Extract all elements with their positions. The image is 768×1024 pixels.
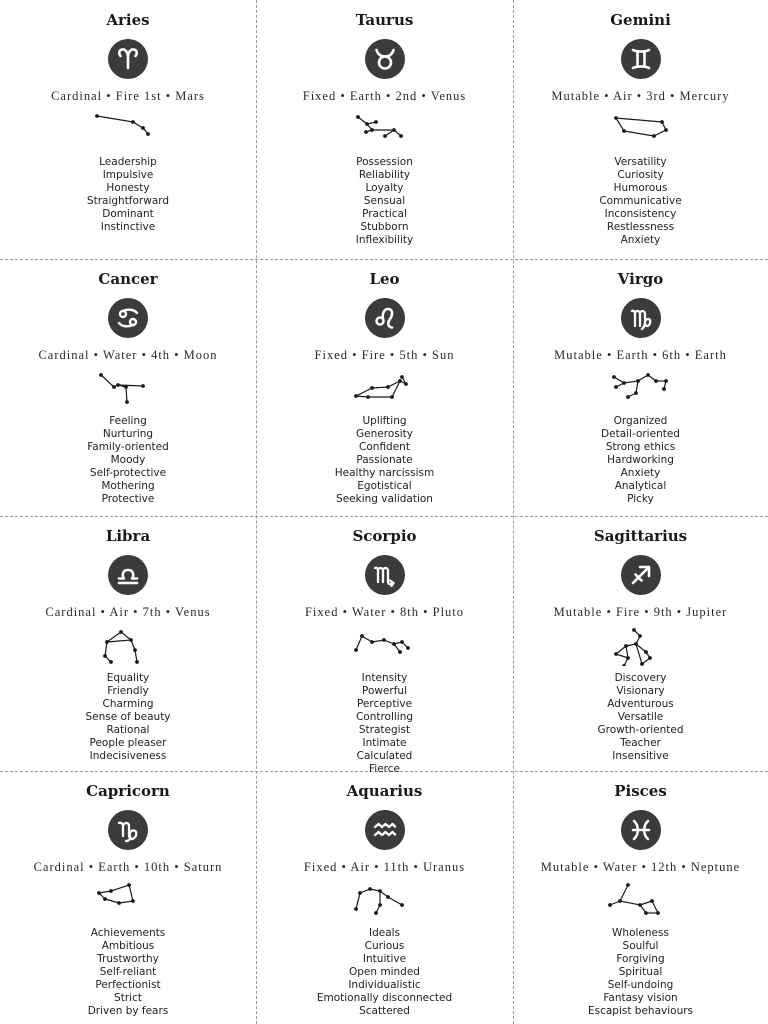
trait-item: Charming [102,698,154,710]
sign-card-taurus [256,0,513,259]
traits-list [0,415,256,506]
constellation-line [356,636,362,650]
sign-card-leo [256,259,513,516]
trait-item: Communicative [599,195,682,207]
constellation-star [354,648,358,652]
scorpio-icon [365,555,405,595]
sign-attributes: Mutable • Fire • 9th • Jupiter [553,605,728,619]
constellation-star [652,134,656,138]
constellation-line [105,642,107,656]
trait-item: Inflexibility [355,234,414,246]
trait-item: Anxiety [620,234,661,246]
constellation-star [626,395,630,399]
trait-item: Mothering [101,480,155,492]
trait-item: Self-undoing [607,979,674,991]
constellation-star [664,128,668,132]
trait-item: Stubborn [360,221,409,233]
traits-list [256,156,513,247]
sign-attributes: Cardinal • Earth • 10th • Saturn [33,860,223,874]
constellation-star [374,120,378,124]
constellation-star [626,883,630,887]
constellation-star [105,640,109,644]
trait-item: Scattered [359,1005,410,1017]
sign-attributes: Mutable • Air • 3rd • Mercury [551,89,730,103]
constellation-star [358,891,362,895]
constellation-star [370,640,374,644]
constellation-star [125,400,129,404]
constellation-star [365,122,369,126]
constellation-star [117,901,121,905]
trait-item: Ideals [368,927,401,939]
constellation-diagram [606,112,676,150]
constellation-star [618,899,622,903]
trait-item: Trustworthy [97,953,159,965]
constellation-star [624,644,628,648]
constellation-star [374,911,378,915]
constellation-line [616,646,626,654]
constellation-line [101,375,114,387]
constellation-diagram [350,371,420,409]
sign-attributes: Fixed • Air • 11th • Uranus [303,860,466,874]
sign-card-scorpio [256,516,513,775]
trait-item: Controlling [355,711,414,723]
sign-title: Sagittarius [593,527,688,545]
traits-list [513,672,768,763]
trait-item: Individualistic [348,979,421,991]
constellation-star [608,903,612,907]
trait-item: Perceptive [356,698,413,710]
constellation-star [370,386,374,390]
trait-item: Escapist behaviours [587,1005,694,1017]
sign-card-sagittarius [513,516,768,771]
constellation-star [386,385,390,389]
trait-item: Friendly [107,685,149,697]
constellation-star [634,642,638,646]
constellation-star [399,134,403,138]
trait-item: Confident [359,441,410,453]
trait-item: Anxiety [620,467,661,479]
trait-item: Self-reliant [99,966,157,978]
traits-list [256,672,513,776]
constellation-line [654,130,666,136]
sign-title: Capricorn [86,782,170,800]
constellation-star [650,899,654,903]
trait-item: Wholeness [612,927,669,939]
trait-item: Practical [362,208,407,220]
trait-item: Perfectionist [95,979,161,991]
constellation-star [386,895,390,899]
constellation-star [382,638,386,642]
trait-item: Possession [356,156,413,168]
leo-icon [365,298,405,338]
trait-item: Spiritual [618,966,663,978]
trait-item: Discovery [614,672,667,684]
sign-card-aquarius [256,771,513,1024]
virgo-icon [621,298,661,338]
traits-list [256,927,513,1018]
sign-title: Scorpio [352,527,417,545]
sign-card-capricorn [0,771,256,1024]
trait-item: Driven by fears [87,1005,169,1017]
sign-attributes: Fixed • Water • 8th • Pluto [304,605,465,619]
constellation-line [126,387,127,402]
trait-item: Organized [613,415,668,427]
constellation-star [383,134,387,138]
trait-item: Forgiving [616,953,665,965]
constellation-line [107,640,131,642]
constellation-diagram [606,883,676,921]
constellation-star [135,660,139,664]
sign-title: Pisces [614,782,667,800]
trait-item: Detail-oriented [601,428,680,440]
constellation-line [356,893,360,909]
traits-list [256,415,513,506]
constellation-line [620,901,640,905]
sign-attributes: Fixed • Earth • 2nd • Venus [302,89,467,103]
trait-item: Moody [110,454,146,466]
constellation-star [400,903,404,907]
trait-item: Indecisiveness [89,750,167,762]
traits-list [0,927,256,1018]
constellation-star [364,130,368,134]
trait-item: Reliability [358,169,411,181]
trait-item: Fierce [369,763,400,775]
constellation-star [103,654,107,658]
sign-attributes: Mutable • Earth • 6th • Earth [554,348,727,362]
constellation-star [378,889,382,893]
constellation-star [124,385,128,389]
constellation-line [624,381,638,383]
trait-item: Humorous [613,182,668,194]
constellation-line [372,387,388,388]
trait-item: Family-oriented [87,441,169,453]
trait-item: Impulsive [102,169,154,181]
constellation-line [620,885,628,901]
constellation-star [109,889,113,893]
trait-item: Sensual [363,195,406,207]
constellation-star [622,129,626,133]
trait-item: Rational [106,724,150,736]
constellation-star [638,903,642,907]
trait-item: Strict [114,992,142,1004]
trait-item: Fantasy vision [603,992,678,1004]
sign-card-libra [0,516,256,771]
sign-card-virgo [513,259,768,516]
constellation-star [656,911,660,915]
constellation-star [368,887,372,891]
trait-item: Protective [101,493,155,505]
constellation-diagram [93,112,163,150]
trait-item: Visionary [616,685,665,697]
traits-list [513,415,768,506]
constellation-diagram [93,371,163,409]
trait-item: Loyalty [365,182,404,194]
trait-item: Calculated [356,750,413,762]
constellation-star [398,650,402,654]
trait-item: Emotionally disconnected [316,992,453,1004]
sign-attributes: Fixed • Fire • 5th • Sun [314,348,455,362]
constellation-line [111,885,129,891]
constellation-star [129,638,133,642]
trait-item: Picky [627,493,654,505]
constellation-line [121,632,131,640]
constellation-star [612,375,616,379]
trait-item: Soulful [622,940,659,952]
constellation-star [116,383,120,387]
trait-item: Leadership [99,156,157,168]
cancer-icon [108,298,148,338]
trait-item: Inconsistency [604,208,677,220]
constellation-star [133,648,137,652]
constellation-star [634,391,638,395]
constellation-star [103,897,107,901]
sign-attributes: Cardinal • Fire 1st • Mars [51,89,205,103]
trait-item: Versatile [617,711,664,723]
sign-title: Virgo [617,270,664,288]
trait-item: Powerful [361,685,407,697]
constellation-star [636,379,640,383]
constellation-line [119,901,133,903]
constellation-star [112,385,116,389]
trait-item: Curious [364,940,405,952]
sign-card-cancer [0,259,256,516]
constellation-star [614,652,618,656]
sign-title: Leo [369,270,400,288]
constellation-star [648,656,652,660]
trait-item: Instinctive [100,221,156,233]
constellation-star [644,650,648,654]
traits-list [513,156,768,247]
constellation-star [404,382,408,386]
constellation-star [97,891,101,895]
constellation-diagram [606,628,676,666]
trait-item: Sense of beauty [85,711,171,723]
trait-item: Dominant [102,208,154,220]
trait-item: Teacher [620,737,661,749]
traits-list [0,156,256,234]
constellation-star [406,646,410,650]
trait-item: Achievements [90,927,166,939]
constellation-line [388,897,402,905]
constellation-star [131,899,135,903]
constellation-line [129,885,133,901]
sign-card-aries [0,0,256,259]
constellation-star [360,634,364,638]
constellation-star [356,115,360,119]
trait-item: Equality [106,672,150,684]
constellation-line [356,388,372,396]
constellation-star [141,384,145,388]
trait-item: Intensity [361,672,408,684]
sign-title: Aquarius [346,782,423,800]
trait-item: Open minded [349,966,420,978]
constellation-star [127,883,131,887]
sign-attributes: Mutable • Water • 12th • Neptune [540,860,741,874]
trait-item: Nurturing [102,428,154,440]
taurus-icon [365,39,405,79]
constellation-star [131,120,135,124]
constellation-line [624,131,654,136]
trait-item: Straightforward [86,195,170,207]
trait-item: Uplifting [362,415,407,427]
sign-attributes: Cardinal • Water • 4th • Moon [38,348,218,362]
constellation-star [622,381,626,385]
constellation-line [616,118,662,122]
trait-item: Insensitive [612,750,669,762]
constellation-star [141,126,145,130]
trait-item: Strategist [358,724,411,736]
trait-item: Feeling [109,415,147,427]
constellation-star [400,375,404,379]
constellation-star [662,387,666,391]
constellation-star [392,642,396,646]
gemini-icon [621,39,661,79]
constellation-star [370,128,374,132]
constellation-star [400,640,404,644]
constellation-star [638,634,642,638]
constellation-star [632,628,636,632]
constellation-diagram [93,628,163,666]
capricorn-icon [108,810,148,850]
trait-item: Passionate [356,454,413,466]
constellation-diagram [606,371,676,409]
constellation-star [95,114,99,118]
trait-item: Adventurous [607,698,674,710]
constellation-star [626,656,630,660]
sign-card-gemini [513,0,768,259]
trait-item: Strong ethics [605,441,676,453]
constellation-star [390,395,394,399]
sign-title: Gemini [610,11,671,29]
constellation-star [640,662,644,666]
constellation-star [654,379,658,383]
trait-item: Intimate [362,737,407,749]
trait-item: Curiosity [617,169,664,181]
sign-attributes: Cardinal • Air • 7th • Venus [45,605,211,619]
constellation-line [105,899,119,903]
constellation-star [660,120,664,124]
sign-card-pisces [513,771,768,1024]
trait-item: Self-protective [89,467,167,479]
trait-item: Honesty [106,182,150,194]
traits-list [0,672,256,763]
aries-icon [108,39,148,79]
sign-title: Libra [105,527,151,545]
constellation-star [378,903,382,907]
trait-item: Growth-oriented [597,724,684,736]
sign-title: Taurus [355,11,414,29]
constellation-star [398,379,402,383]
constellation-star [119,630,123,634]
trait-item: Healthy narcissism [334,467,435,479]
constellation-line [616,118,624,131]
trait-item: Seeking validation [336,493,433,505]
trait-item: Versatility [614,156,667,168]
trait-item: Restlessness [606,221,675,233]
constellation-star [99,373,103,377]
constellation-diagram [93,883,163,921]
traits-list [513,927,768,1018]
trait-item: Intuitive [362,953,407,965]
sign-title: Aries [106,11,150,29]
constellation-star [366,395,370,399]
aquarius-icon [365,810,405,850]
constellation-star [392,128,396,132]
constellation-star [664,379,668,383]
libra-icon [108,555,148,595]
constellation-star [646,373,650,377]
constellation-star [146,132,150,136]
constellation-star [354,907,358,911]
constellation-star [109,660,113,664]
trait-item: Generosity [356,428,413,440]
constellation-star [354,394,358,398]
constellation-star [614,116,618,120]
constellation-line [97,116,133,122]
trait-item: People pleaser [89,737,167,749]
trait-item: Hardworking [607,454,674,466]
constellation-star [614,385,618,389]
sign-title: Cancer [98,270,158,288]
pisces-icon [621,810,661,850]
sagittarius-icon [621,555,661,595]
constellation-diagram [350,628,420,666]
constellation-star [644,911,648,915]
constellation-line [652,901,658,913]
trait-item: Analytical [614,480,667,492]
trait-item: Egotistical [357,480,412,492]
constellation-diagram [350,883,420,921]
constellation-diagram [350,112,420,150]
trait-item: Ambitious [101,940,155,952]
